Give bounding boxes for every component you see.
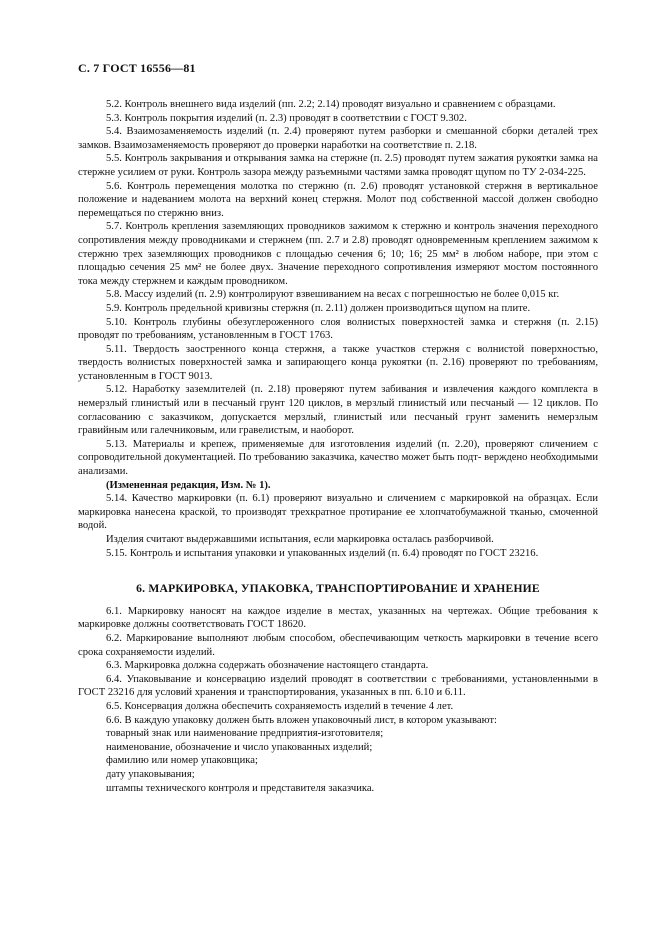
paragraph-6-4: 6.4. Упаковывание и консервацию изделий проводят в соответствии с требованиями, установленными в ГОСТ 23216 для условий хранения и транспортирования, указанных в пп. 6.10 и 6.11. xyxy=(78,673,598,699)
paragraph-6-5: 6.5. Консервация должна обеспечить сохраняемость изделий в течение 4 лет. xyxy=(106,700,454,712)
paragraph-5-9: 5.9. Контроль предельной кривизны стержня (п. 2.11) должен производиться щупом на плите. xyxy=(106,302,531,314)
list-item-trademark: товарный знак или наименование предприятия-изготовителя; xyxy=(106,728,384,740)
paragraph-6-6: 6.6. В каждую упаковку должен быть вложен упаковочный лист, в котором указывают: xyxy=(106,714,497,726)
paragraph-5-5: 5.5. Контроль закрывания и открывания замка на стержне (п. 2.5) проводят путем зажатия рукоятки замка на стержне усилием от руки. Контроль зазора между разъемными частями замка проводят щупом по ТУ 2-034-225. xyxy=(78,153,598,178)
edit-note: (Измененная редакция, Изм. № 1). xyxy=(106,479,271,491)
paragraph-5-7: 5.7. Контроль крепления заземляющих проводников зажимом к стержню и контроль значения переходного сопротивления между проводниками и стержнем (пп. 2.7 и 2.8) проводят одновременным креплением зажимом к стержню трех заземляющих проводников с площадью сечения 6; 10; 16; 25 мм² в любом наборе, при этом с площадью сечения 25 мм² не более двух. Значение переходного сопротивления измеряют мостом постоянного тока между стержнем и каждым проводником. xyxy=(78,221,598,287)
paragraph-5-2: 5.2. Контроль внешнего вида изделий (пп. 2.2; 2.14) проводят визуально и сравнением с образцами. xyxy=(106,99,556,110)
list-item-packer: фамилию или номер упаковщика; xyxy=(106,755,258,767)
paragraph-5-10: 5.10. Контроль глубины обезуглероженного слоя волнистых поверхностей замка и стержня (п. 2.15) проводят по требованиям, установленным в ГОСТ 1763. xyxy=(78,316,598,342)
paragraph-6-1: 6.1. Маркировку наносят на каждое изделие в местах, указанных на чертежах. Общие требования к маркировке должны соответствовать ГОСТ 18620. xyxy=(78,605,598,631)
paragraph-5-13: 5.13. Материалы и крепеж, применяемые для изготовления изделий (п. 2.20), проверяют сличением с сопроводительной документацией. По требованию заказчика, качество может быть подт- верждено необходимыми анализами. xyxy=(78,438,598,478)
list-item-product-name: наименование, обозначение и число упакованных изделий; xyxy=(106,741,373,753)
paragraph-5-14-note: Изделия считают выдержавшими испытания, если маркировка осталась разборчивой. xyxy=(106,534,494,545)
paragraph-5-6: 5.6. Контроль перемещения молотка по стержню (п. 2.6) проводят установкой стержня в вертикальное положение и надеванием молота на верхний конец стержня. Молот под собственной массой должен свободно перемещаться по стержню вниз. xyxy=(78,180,598,219)
page-header: С. 7 ГОСТ 16556—81 xyxy=(78,61,196,75)
paragraph-5-15: 5.15. Контроль и испытания упаковки и упакованных изделий (п. 6.4) проводят по ГОСТ 23216. xyxy=(106,547,539,559)
list-item-pack-date: дату упаковывания; xyxy=(106,768,195,780)
document-body xyxy=(78,98,598,795)
paragraph-5-12: 5.12. Наработку заземлителей (п. 2.18) проверяют путем забивания и извлечения каждого комплекта в немерзлый глинистый или в песчаный грунт 120 циклов, в мерзлый глинистый или песчаный — 12 циклов. По согласованию с заказчиком, допускается мерзлый, глинистый или песчаный грунт заменить немерзлым гравийным или галечниковым, или гравелистым, и наоборот. xyxy=(78,384,598,437)
paragraph-5-3: 5.3. Контроль покрытия изделий (п. 2.3) проводят в соответствии с ГОСТ 9.302. xyxy=(106,112,467,124)
paragraph-5-14: 5.14. Качество маркировки (п. 6.1) проверяют визуально и сличением с маркировкой на образцах. Если маркировка нанесена краской, то производят трехкратное протирание ее хлопчатобумажной тканью, смоченной водой. xyxy=(78,493,598,532)
section-6-title: 6. МАРКИРОВКА, УПАКОВКА, ТРАНСПОРТИРОВАНИЕ И ХРАНЕНИЕ xyxy=(136,582,540,596)
list-item-stamps: штампы технического контроля и представителя заказчика. xyxy=(106,782,375,794)
paragraph-6-3: 6.3. Маркировка должна содержать обозначение настоящего стандарта. xyxy=(106,660,429,672)
paragraph-5-11: 5.11. Твердость заостренного конца стержня, а также участков стержня с волнистой поверхностью, твердость волнистых поверхностей замка и запирающего конца рукоятки (п. 2.16) проверяют по требованиям, установленным в ГОСТ 9013. xyxy=(78,343,598,382)
paragraph-6-2: 6.2. Маркирование выполняют любым способом, обеспечивающим четкость маркировки в течение всего срока сохраняемости изделий. xyxy=(78,632,598,658)
paragraph-5-8: 5.8. Массу изделий (п. 2.9) контролируют взвешиванием на весах с погрешностью не более 0,015 кг. xyxy=(106,289,560,301)
paragraph-5-4: 5.4. Взаимозаменяемость изделий (п. 2.4) проверяют путем разборки и смешанной сборки деталей трех замков. Взаимозаменяемость проверяют до проверки наработки на соответствие п. 2.18. xyxy=(78,126,598,151)
